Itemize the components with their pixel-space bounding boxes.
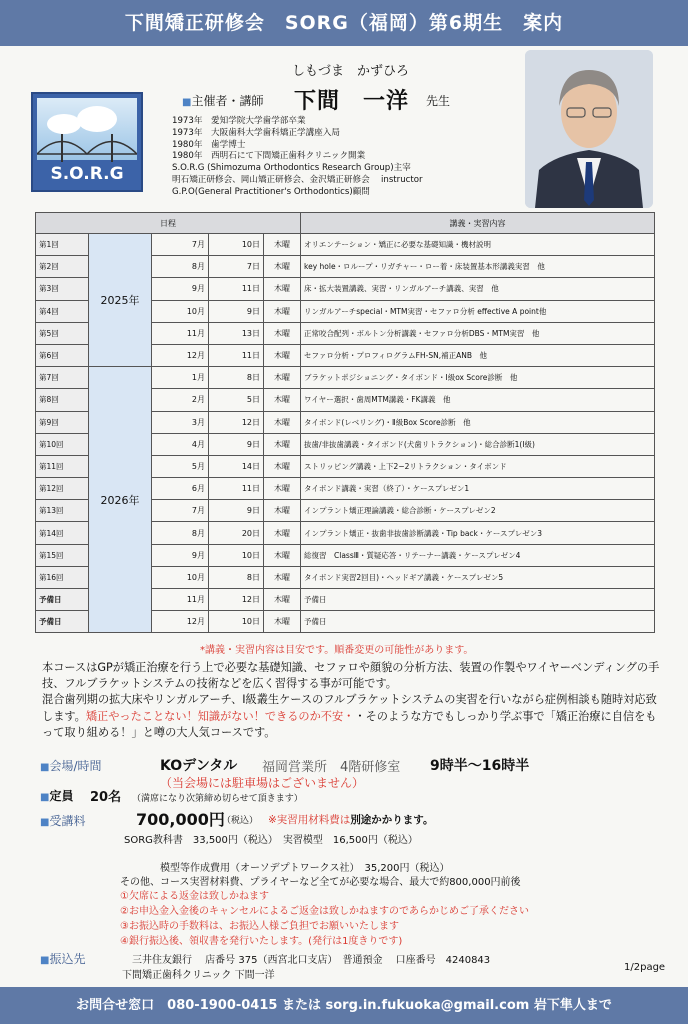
bio-line: 明石矯正研修会、岡山矯正研修会、金沢矯正研修会 instructor [172, 174, 423, 185]
session-content: 床・拡大装置講義、実習・リンガルアーチ講義、実習 他 [301, 278, 655, 300]
table-header-row [36, 213, 655, 234]
session-day: 11日 [209, 478, 264, 500]
year-cell: 2026年 [89, 367, 152, 633]
lecturer-bio [172, 116, 423, 199]
session-month: 1月 [152, 367, 209, 389]
session-day: 9日 [209, 500, 264, 522]
session-number: 第2回 [36, 256, 89, 278]
session-content: 予備日 [301, 589, 655, 611]
organizer-role [182, 92, 263, 109]
bank-account: 三井住友銀行 店番号 375（西宮北口支店） 普通預金 口座番号 4240843 [132, 955, 491, 966]
header-date: 日程 [36, 213, 301, 234]
bio-line: 1980年 西明石にて下間矯正歯科クリニック開業 [172, 151, 366, 162]
venue-time: 9時半〜16時半 [430, 758, 530, 774]
table-row [36, 367, 655, 389]
lecturer-name: 下間 一洋 [294, 89, 410, 114]
capacity-note: （満席になり次第締め切らせて頂きます） [132, 794, 303, 804]
session-number: 第4回 [36, 300, 89, 322]
session-day: 12日 [209, 589, 264, 611]
session-day: 9日 [209, 433, 264, 455]
session-day: 10日 [209, 234, 264, 256]
session-weekday: 木曜 [264, 611, 301, 633]
session-weekday: 木曜 [264, 322, 301, 344]
bio-line: 1980年 歯学博士 [172, 139, 246, 150]
session-month: 11月 [152, 589, 209, 611]
session-content: リンガルアーチspecial・MTM実習・セファロ分析 effective A point他 [301, 300, 655, 322]
session-month: 12月 [152, 344, 209, 366]
session-weekday: 木曜 [264, 389, 301, 411]
session-number: 第7回 [36, 367, 89, 389]
venue-label-text: 会場/時間 [49, 759, 102, 773]
session-weekday: 木曜 [264, 589, 301, 611]
session-content: インプラント矯正・抜歯非抜歯診断講義・Tip back・ケースプレゼン3 [301, 522, 655, 544]
year-cell: 2025年 [89, 234, 152, 367]
session-content: ブラケットポジショニング・タイボンド・Ⅰ級ox Score診断 他 [301, 367, 655, 389]
session-content: key hole・ロループ・リガチャー・ロー着・床装置基本形講義実習 他 [301, 256, 655, 278]
session-weekday: 木曜 [264, 278, 301, 300]
session-weekday: 木曜 [264, 500, 301, 522]
session-number: 第13回 [36, 500, 89, 522]
session-number: 第15回 [36, 544, 89, 566]
session-month: 9月 [152, 278, 209, 300]
session-content: 予備日 [301, 611, 655, 633]
fee-rule: ③お振込時の手数料は、お振込人様ご負担でお願いいたします [120, 921, 399, 932]
name-furigana: しもづま かずひろ [292, 64, 410, 79]
bank-holder: 下間矯正歯科クリニック 下間一洋 [122, 970, 275, 981]
contact-footer: お問合せ窓口 080-1900-0415 または sorg.in.fukuoka@gmail.com 岩下隼人まで [0, 987, 688, 1024]
session-content: 総復習 ClassⅢ・質疑応答・リテーナー講義・ケースプレゼン4 [301, 544, 655, 566]
session-month: 4月 [152, 433, 209, 455]
page-title: 下間矯正研修会 SORG（福岡）第6期生 案内 [0, 0, 688, 46]
textbook-fee: SORG教科書 33,500円（税込） 実習模型 16,500円（税込） [124, 835, 418, 846]
session-weekday: 木曜 [264, 234, 301, 256]
material-note-a: ※実習用材料費は [268, 814, 351, 826]
session-number: 第5回 [36, 322, 89, 344]
session-day: 14日 [209, 455, 264, 477]
lecturer-photo [525, 50, 653, 208]
session-number: 第8回 [36, 389, 89, 411]
session-weekday: 木曜 [264, 411, 301, 433]
session-content: セファロ分析・プロフィログラムFH-SN,補正ANB 他 [301, 344, 655, 366]
fee-tax: （税込） [222, 816, 259, 826]
session-month: 11月 [152, 322, 209, 344]
session-content: ワイヤー選択・歯周MTM講義・FK講義 他 [301, 389, 655, 411]
capacity-value: 20名 [90, 790, 122, 805]
square-bullet-icon: ■ [40, 955, 50, 966]
logo-text: S.O.R.G [50, 164, 124, 184]
session-month: 3月 [152, 411, 209, 433]
session-month: 7月 [152, 234, 209, 256]
session-content: 抜歯/非抜歯講義・タイボンド(犬歯リトラクション)・総合診断1(Ⅰ級) [301, 433, 655, 455]
session-month: 6月 [152, 478, 209, 500]
session-day: 9日 [209, 300, 264, 322]
session-weekday: 木曜 [264, 256, 301, 278]
session-content: ストリッピング講義・上下2−2リトラクション・タイボンド [301, 455, 655, 477]
session-number: 第9回 [36, 411, 89, 433]
session-day: 10日 [209, 544, 264, 566]
sorg-logo [31, 92, 143, 192]
desc-p2-highlight: 矯正やったことない！知識がない！できるのか不安・ [85, 709, 355, 723]
session-day: 8日 [209, 367, 264, 389]
session-day: 13日 [209, 322, 264, 344]
session-month: 2月 [152, 389, 209, 411]
header-content: 講義・実習内容 [301, 213, 655, 234]
session-weekday: 木曜 [264, 566, 301, 588]
model-fee: 模型等作成費用（オーソデプトワークス社） 35,200円（税込） [160, 863, 450, 874]
session-day: 5日 [209, 389, 264, 411]
schedule-note: *講義・実習内容は目安です。順番変更の可能性があります。 [200, 645, 474, 656]
session-number: 第11回 [36, 455, 89, 477]
parking-note: （当会場には駐車場はございません） [160, 776, 365, 790]
session-number: 第16回 [36, 566, 89, 588]
session-number: 第14回 [36, 522, 89, 544]
session-number: 予備日 [36, 611, 89, 633]
bank-label [40, 950, 85, 967]
venue-label [40, 757, 102, 774]
portrait-icon [525, 50, 653, 208]
session-weekday: 木曜 [264, 455, 301, 477]
session-day: 10日 [209, 611, 264, 633]
material-note-b: 別途かかります。 [350, 814, 434, 826]
session-number: 第3回 [36, 278, 89, 300]
bio-line: S.O.R.G (Shimozuma Orthodontics Research Group)主宰 [172, 163, 411, 174]
fee-label-text: 受講料 [49, 814, 86, 828]
other-fees: その他、コース実習材料費、プライヤーなど全てが必要な場合、最大で約800,000円前後 [120, 877, 521, 888]
session-content: 正常咬合配列・ボルトン分析講義・セファロ分析DBS・MTM実習 他 [301, 322, 655, 344]
session-content: タイボンド(レベリング)・Ⅱ級Box Score診断 他 [301, 411, 655, 433]
session-day: 11日 [209, 344, 264, 366]
session-month: 8月 [152, 522, 209, 544]
square-bullet-icon: ■ [40, 762, 50, 773]
fee-amount: 700,000円 [136, 810, 225, 829]
capacity-label-text: 定員 [49, 789, 74, 803]
session-day: 12日 [209, 411, 264, 433]
material-note [268, 812, 433, 827]
session-content: インプラント矯正理論講義・総合診断・ケースプレゼン2 [301, 500, 655, 522]
session-weekday: 木曜 [264, 433, 301, 455]
square-bullet-icon: ■ [40, 792, 50, 803]
desc-p2b: ・そのような方でもしっかり学ぶ事で「矯正治療に自信をもって取り組める！」と噂の大人気コースです。 [42, 709, 657, 739]
session-content: オリエンテーション・矯正に必要な基礎知識・機材説明 [301, 234, 655, 256]
session-month: 7月 [152, 500, 209, 522]
session-number: 第1回 [36, 234, 89, 256]
table-row [36, 234, 655, 256]
fee-rule: ①欠席による返金は致しかねます [120, 891, 269, 902]
session-month: 8月 [152, 256, 209, 278]
session-number: 予備日 [36, 589, 89, 611]
bio-line: 1973年 愛知学院大学歯学部卒業 [172, 116, 306, 126]
fee-label [40, 812, 85, 829]
bank-label-text: 振込先 [49, 952, 86, 966]
session-weekday: 木曜 [264, 544, 301, 566]
desc-p2a: 混合歯列期の拡大床やリンガルアーチ、Ⅰ級叢生ケースのフルブラケットシステムの実習を行いながら症例相談も随時対応致します。 [42, 693, 657, 723]
session-weekday: 木曜 [264, 300, 301, 322]
session-month: 5月 [152, 455, 209, 477]
session-day: 11日 [209, 278, 264, 300]
session-month: 10月 [152, 566, 209, 588]
session-month: 9月 [152, 544, 209, 566]
fee-rule: ②お申込金入金後のキャンセルによるご返金は致しかねますのであらかじめご了承ください [120, 906, 529, 917]
session-weekday: 木曜 [264, 367, 301, 389]
desc-p1: 本コースはGPが矯正治療を行う上で必要な基礎知識、セファロや顔貌の分析方法、装置の作製やワイヤーベンディングの手技、フルブラケットシステムの技術などを広く習得する事が可能です。 [42, 661, 660, 691]
session-day: 8日 [209, 566, 264, 588]
session-day: 20日 [209, 522, 264, 544]
session-month: 12月 [152, 611, 209, 633]
session-number: 第6回 [36, 344, 89, 366]
honorific: 先生 [426, 94, 451, 108]
page-indicator: 1/2page [624, 962, 666, 973]
session-content: タイボンド講義・実習（終了）・ケースプレゼン1 [301, 478, 655, 500]
bio-line: G.P.O(General Practitioner's Orthodontics)顧問 [172, 186, 370, 197]
session-weekday: 木曜 [264, 344, 301, 366]
capacity-label [40, 787, 73, 804]
session-month: 10月 [152, 300, 209, 322]
session-content: タイボンド実習2回目)・ヘッドギア講義・ケースプレゼン5 [301, 566, 655, 588]
organizer-role-label: 主催者・講師 [191, 94, 264, 108]
course-description [42, 660, 664, 741]
bridge-icon [37, 124, 137, 164]
session-number: 第12回 [36, 478, 89, 500]
bio-line: 1973年 大阪歯科大学歯科矯正学講座入局 [172, 127, 340, 138]
session-weekday: 木曜 [264, 478, 301, 500]
session-weekday: 木曜 [264, 522, 301, 544]
square-bullet-icon: ■ [40, 817, 50, 828]
schedule-table [35, 212, 655, 633]
session-day: 7日 [209, 256, 264, 278]
square-bullet-icon: ■ [182, 97, 192, 108]
venue-name: KOデンタル [160, 758, 238, 774]
session-number: 第10回 [36, 433, 89, 455]
fee-rule: ④銀行振込後、領収書を発行いたします。(発行は1度きりです) [120, 936, 403, 947]
venue-branch: 福岡営業所 4階研修室 [262, 760, 401, 775]
